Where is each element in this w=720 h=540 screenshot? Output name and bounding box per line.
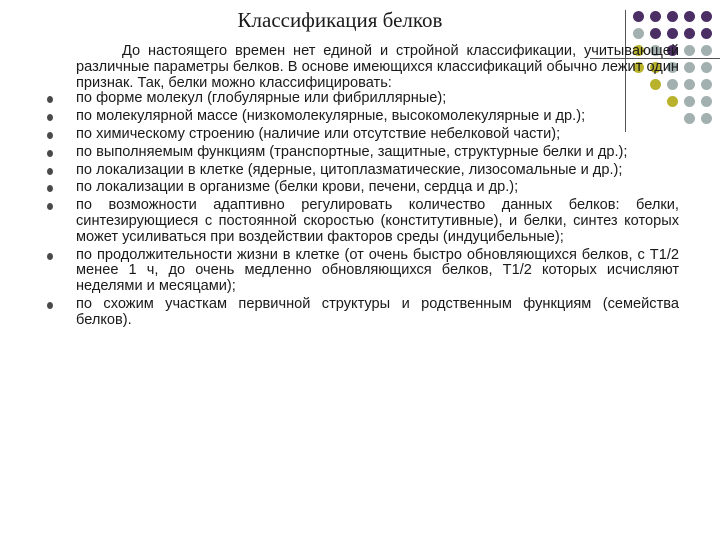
intro-paragraph: До настоящего времен нет единой и стройной классификации, учитывающей различные параметры белков. В основе имеющихся классификаций обычно лежит один признак. Так, белки можно классифицировать: xyxy=(76,43,679,91)
list-item xyxy=(76,127,679,143)
decorative-dot xyxy=(701,62,712,73)
bullet-icon xyxy=(47,185,53,192)
decorative-dot xyxy=(633,11,644,22)
bullet-icon xyxy=(47,114,53,121)
list-item-text: по молекулярной массе (низкомолекулярные, высокомолекулярные и др.); xyxy=(76,108,586,125)
decorative-dot xyxy=(633,28,644,39)
bullet-icon xyxy=(47,302,53,309)
list-item-text: по химическому строению (наличие или отсутствие небелковой части); xyxy=(76,125,561,142)
list-item xyxy=(76,109,679,125)
decorative-dot xyxy=(684,96,695,107)
slide-body xyxy=(76,44,679,331)
list-item-text: по локализации в клетке (ядерные, цитоплазматические, лизосомальные и др.); xyxy=(76,161,623,178)
decorative-dot xyxy=(684,45,695,56)
decorative-dot xyxy=(684,62,695,73)
bullet-icon xyxy=(47,168,53,175)
bullet-icon xyxy=(47,96,53,103)
decorative-dot xyxy=(650,28,661,39)
decorative-dot xyxy=(684,113,695,124)
decorative-dot xyxy=(701,113,712,124)
list-item xyxy=(76,297,679,329)
decorative-dot xyxy=(684,11,695,22)
bullet-icon xyxy=(47,132,53,139)
list-item-text: по выполняемым функциям (транспортные, защитные, структурные белки и др.); xyxy=(76,143,628,160)
decorative-dot xyxy=(701,28,712,39)
bullet-icon xyxy=(47,253,53,260)
list-item-text: по продолжительности жизни в клетке (от очень быстро обновляющихся белков, с Т1/2 менее 1 ч, до очень медленно обновляющихся белков, Т1/2 которых исчисляют неделями и месяцами); xyxy=(76,246,679,295)
list-item xyxy=(76,91,679,107)
classification-list xyxy=(76,91,679,328)
list-item-text: по возможности адаптивно регулировать количество данных белков: белки, синтезирующиеся с постоянной скоростью (конститутивные), и белки, синтез которых может усиливаться при воздействии факторов среды (индуцибельные); xyxy=(76,197,679,245)
list-item xyxy=(76,145,679,161)
decorative-dot xyxy=(701,45,712,56)
slide-title: Классификация белков xyxy=(237,8,443,32)
decorative-dot xyxy=(650,11,661,22)
decorative-dot xyxy=(667,11,678,22)
list-item xyxy=(76,163,679,179)
bullet-icon xyxy=(47,150,53,157)
list-item-text: по схожим участкам первичной структуры и родственным функциям (семейства белков). xyxy=(76,295,679,328)
list-item xyxy=(76,198,679,245)
list-item xyxy=(76,180,679,196)
decorative-dot xyxy=(701,11,712,22)
list-item xyxy=(76,248,679,295)
decorative-dot xyxy=(701,79,712,90)
decorative-dot xyxy=(684,79,695,90)
list-item-text: по локализации в организме (белки крови, печени, сердца и др.); xyxy=(76,179,519,196)
decorative-dot xyxy=(701,96,712,107)
list-item-text: по форме молекул (глобулярные или фибриллярные); xyxy=(76,90,447,107)
decorative-dot xyxy=(684,28,695,39)
bullet-icon xyxy=(47,203,53,210)
decorative-dot xyxy=(667,28,678,39)
